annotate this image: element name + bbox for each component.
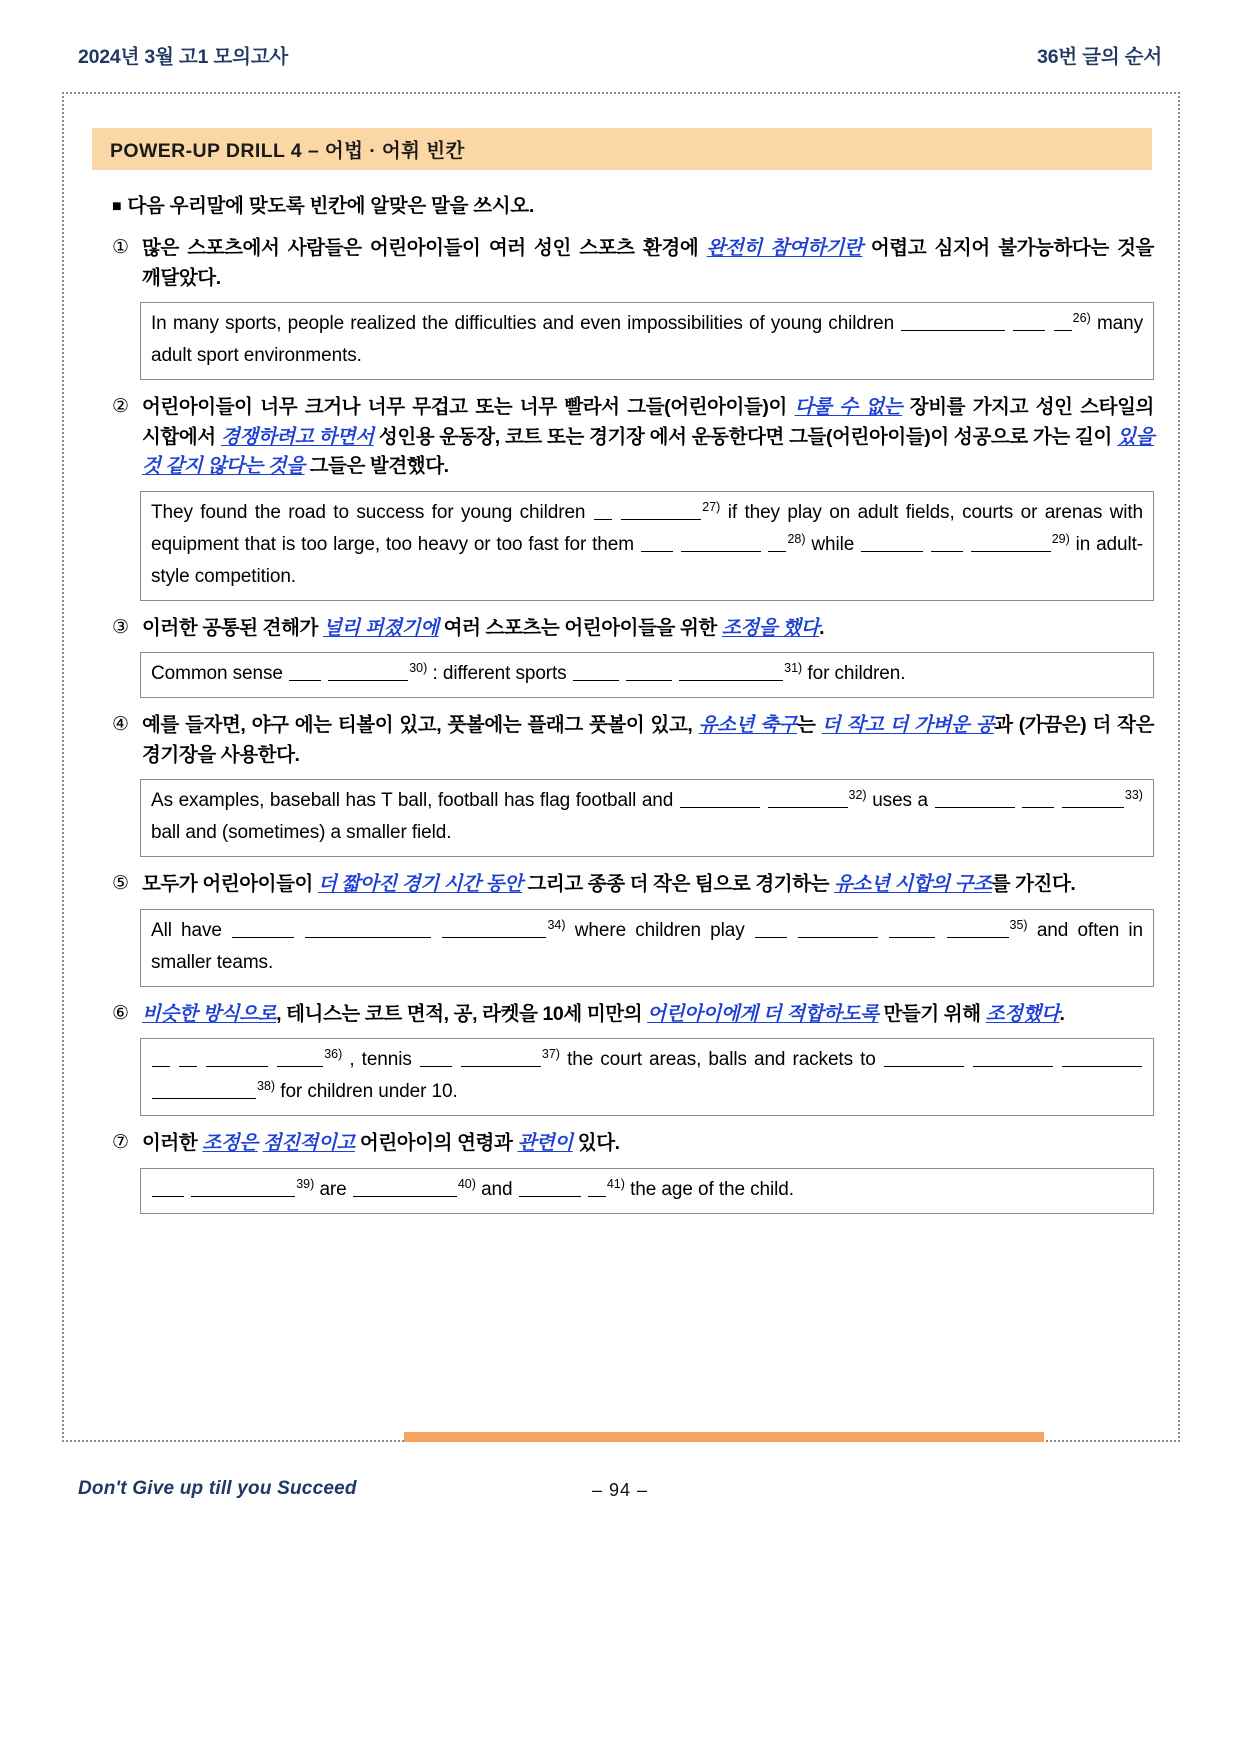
answer-text: the age of the child.: [630, 1178, 794, 1200]
blank-line[interactable]: [1062, 1050, 1142, 1067]
ko-highlight: 다룰 수 없는: [794, 396, 903, 419]
blank-line[interactable]: [641, 535, 673, 552]
blank-line[interactable]: [798, 921, 878, 938]
question-item-7: [92, 1129, 1154, 1214]
answer-ref: 29): [1051, 531, 1070, 546]
ko-text-pre: 많은 스포츠에서 사람들은 어린아이들이 여러 성인 스포츠 환경에: [142, 237, 707, 259]
answer-ref: 32): [848, 788, 867, 803]
answer-ref: 27): [702, 499, 721, 514]
ko-text-mid: 여러 스포츠는 어린아이들을 위한: [438, 616, 722, 639]
blank-line[interactable]: [353, 1180, 457, 1197]
ko-text-mid: 장비를 가지고 성인 스타일의 시합에서: [142, 396, 1154, 448]
answer-text: while: [811, 533, 855, 555]
answer-text: : different sports: [432, 663, 567, 685]
answer-box-3[interactable]: [140, 652, 1154, 698]
korean-sentence-6: [112, 1000, 1154, 1030]
blank-line[interactable]: [152, 1180, 184, 1197]
item-number-7: ⑦: [112, 1132, 129, 1154]
blank-line[interactable]: [679, 664, 783, 681]
page-number: – 94 –: [591, 1480, 649, 1500]
answer-box-5[interactable]: [140, 909, 1154, 987]
blank-line[interactable]: [931, 535, 963, 552]
blank-line[interactable]: [420, 1050, 452, 1067]
blank-line[interactable]: [152, 1082, 256, 1099]
ko-text-pre: 예를 들자면, 야구 에는 티볼이 있고, 풋볼에는 플래그 풋볼이 있고,: [142, 714, 699, 737]
blank-line[interactable]: [768, 791, 848, 808]
answer-text: where children play: [574, 919, 745, 941]
korean-sentence-3: [112, 614, 1154, 644]
answer-ref: 34): [547, 917, 566, 932]
korean-sentence-4: [112, 711, 1154, 770]
ko-text-post: 과 (가끔은) 더 작은 경기장을 사용한다.: [142, 714, 1155, 766]
instruction-line: [112, 190, 1154, 218]
drill-title: POWER-UP DRILL 4 – 어법 · 어휘 빈칸: [110, 140, 465, 162]
blank-line[interactable]: [152, 1050, 170, 1067]
ko-text-post: .: [1059, 1002, 1065, 1025]
blank-line[interactable]: [588, 1180, 606, 1197]
ko-text-mid2: 어린아이의 연령과: [354, 1132, 518, 1155]
blank-line[interactable]: [935, 791, 1015, 808]
ko-highlight: 경쟁하려고 하면서: [220, 425, 374, 448]
korean-sentence-5: [112, 870, 1154, 900]
answer-ref: 38): [257, 1079, 276, 1094]
blank-line[interactable]: [681, 535, 761, 552]
blank-line[interactable]: [889, 921, 935, 938]
blank-line[interactable]: [680, 791, 760, 808]
korean-sentence-2: [112, 393, 1154, 482]
ko-highlight: 더 짧아진 경기 시간 동안: [317, 873, 523, 896]
answer-text: and: [481, 1178, 513, 1200]
ko-text-mid: 그리고 종종 더 작은 팀으로 경기하는: [522, 873, 835, 896]
blank-line[interactable]: [305, 921, 431, 938]
answer-ref: 30): [409, 661, 428, 676]
blank-line[interactable]: [573, 664, 619, 681]
footer-motto: Don't Give up till you Succeed: [78, 1478, 357, 1499]
answer-text: In many sports, people realized the difficulties and even impossibilities of young children: [151, 313, 895, 335]
blank-line[interactable]: [973, 1050, 1053, 1067]
ko-highlight: 비슷한 방식으로: [142, 1002, 277, 1025]
blank-line[interactable]: [755, 921, 787, 938]
worksheet-content: [92, 190, 1154, 1227]
drill-banner: [92, 128, 1152, 170]
answer-box-1[interactable]: [140, 302, 1154, 380]
answer-text: many adult sport environments.: [151, 313, 1144, 367]
question-item-5: [92, 870, 1154, 986]
blank-line[interactable]: [947, 921, 1009, 938]
ko-highlight: 관련이: [517, 1132, 573, 1155]
answer-ref: 31): [784, 661, 803, 676]
answer-text: , tennis: [349, 1049, 412, 1071]
answer-text: are: [319, 1178, 347, 1200]
instruction-text: 다음 우리말에 맞도록 빈칸에 알맞은 말을 쓰시오.: [127, 195, 534, 217]
blank-line[interactable]: [901, 314, 1005, 331]
blank-line[interactable]: [328, 664, 408, 681]
item-number-6: ⑥: [112, 1002, 129, 1024]
blank-line[interactable]: [971, 535, 1051, 552]
bullet-square-icon: ■: [112, 198, 122, 215]
answer-text: for children.: [807, 663, 906, 685]
blank-line[interactable]: [884, 1050, 964, 1067]
item-number-2: ②: [112, 396, 129, 418]
blank-line[interactable]: [232, 921, 294, 938]
blank-line[interactable]: [621, 503, 701, 520]
answer-ref: 26): [1072, 311, 1091, 326]
question-item-2: [92, 393, 1154, 601]
blank-line[interactable]: [277, 1050, 323, 1067]
page-footer: [78, 1478, 1162, 1512]
blank-line[interactable]: [1062, 791, 1124, 808]
ko-text-mid: 는: [797, 714, 822, 737]
question-item-1: [92, 234, 1154, 380]
exam-title: 2024년 3월 고1 모의고사: [78, 46, 288, 68]
blank-line[interactable]: [206, 1050, 268, 1067]
ko-highlight: 더 작고 더 가벼운 공: [821, 714, 995, 737]
blank-line[interactable]: [289, 664, 321, 681]
answer-ref: 39): [296, 1176, 315, 1191]
ko-text-post: 있다.: [572, 1132, 620, 1155]
ko-highlight: 유소년 시합의 구조: [834, 873, 992, 896]
answer-ref: 41): [606, 1176, 625, 1191]
answer-box-4[interactable]: [140, 779, 1154, 857]
ko-highlight: 유소년 축구: [698, 714, 798, 737]
blank-line[interactable]: [594, 503, 612, 520]
answer-text: Common sense: [151, 663, 283, 685]
blank-line[interactable]: [626, 664, 672, 681]
answer-text: often in smaller teams.: [151, 919, 1143, 973]
answer-text: All have: [151, 919, 222, 941]
ko-text-pre: 이러한: [142, 1132, 203, 1155]
answer-ref: 37): [541, 1047, 560, 1062]
item-number-4: ④: [112, 714, 129, 736]
answer-text: for children under 10.: [280, 1081, 458, 1103]
blank-line[interactable]: [861, 535, 923, 552]
question-item-6: [92, 1000, 1154, 1116]
blank-line[interactable]: [191, 1180, 295, 1197]
footer-accent-bar: [404, 1432, 1044, 1442]
answer-text: in adult-style competition.: [151, 533, 1143, 587]
korean-sentence-7: [112, 1129, 1154, 1159]
question-item-3: [92, 614, 1154, 699]
answer-ref: 33): [1124, 788, 1143, 803]
answer-box-6[interactable]: [140, 1038, 1154, 1116]
question-item-4: [92, 711, 1154, 857]
blank-line[interactable]: [768, 535, 786, 552]
ko-text-post: 그들은 발견했다.: [304, 455, 449, 478]
answer-text: ball and (sometimes) a smaller field.: [151, 822, 452, 844]
answer-ref: 35): [1009, 917, 1028, 932]
ko-text-pre: 이러한 공통된 견해가: [142, 616, 323, 639]
blank-line[interactable]: [1022, 791, 1054, 808]
ko-highlight: 조정을 했다: [721, 616, 820, 639]
ko-highlight: 널리 퍼졌기에: [323, 616, 439, 639]
ko-text-pre: 모두가 어린아이들이: [142, 873, 318, 896]
blank-line[interactable]: [179, 1050, 197, 1067]
ko-text-mid: 어렵고 심지어 불가능하다는 것을 깨달았다.: [142, 237, 1154, 289]
page-header: [78, 38, 1162, 72]
blank-line[interactable]: [1054, 314, 1072, 331]
ko-highlight: 조정했다: [985, 1002, 1060, 1025]
worksheet-frame: [62, 92, 1180, 1442]
answer-text: They found the road to success for young children: [151, 501, 586, 523]
item-number-1: ①: [112, 237, 129, 258]
answer-text: courts or arenas with equipment that is too large, too heavy or too fast for them: [151, 501, 1144, 555]
blank-line[interactable]: [1013, 314, 1045, 331]
answer-text: As examples, baseball has T ball, football has flag football and: [151, 790, 674, 812]
answer-ref: 36): [324, 1047, 343, 1062]
ko-highlight: 점진적이고: [262, 1132, 355, 1155]
item-number-3: ③: [112, 616, 129, 638]
ko-highlight: 어린아이에게 더 적합하도록: [647, 1002, 879, 1025]
answer-text: uses a: [872, 790, 929, 812]
question-label: 36번 글의 순서: [1037, 46, 1162, 68]
blank-line[interactable]: [461, 1050, 541, 1067]
item-number-5: ⑤: [112, 873, 129, 895]
answer-ref: 28): [787, 531, 806, 546]
answer-ref: 40): [457, 1176, 476, 1191]
ko-highlight: 있을 것 같지 않다는 것을: [142, 425, 1155, 478]
answer-box-7[interactable]: [140, 1168, 1154, 1214]
ko-text-post: 를 가진다.: [991, 873, 1076, 896]
answer-text: the court areas, balls and rackets to: [567, 1049, 876, 1071]
answer-text: if they play on adult fields,: [727, 501, 955, 523]
blank-line[interactable]: [442, 921, 546, 938]
ko-text-mid2: 만들기 위해: [878, 1002, 986, 1025]
ko-text-mid2: 성인용 운동장, 코트 또는 경기장 에서 운동한다면 그들(어린아이들)이 성공으로 가는 길이: [373, 425, 1118, 448]
ko-text-post: .: [819, 616, 825, 639]
answer-box-2[interactable]: [140, 491, 1154, 601]
ko-text-pre: 어린아이들이 너무 크거나 너무 무겁고 또는 너무 빨라서 그들(어린아이들)이: [142, 396, 795, 419]
ko-text-mid: , 테니스는 코트 면적, 공, 라켓을 10세 미만의: [276, 1002, 648, 1025]
ko-highlight: 완전히 참여하기란: [706, 237, 863, 259]
blank-line[interactable]: [519, 1180, 581, 1197]
ko-highlight: 조정은: [202, 1132, 258, 1155]
korean-sentence-1: [112, 234, 1154, 293]
answer-text: and: [1036, 919, 1069, 941]
